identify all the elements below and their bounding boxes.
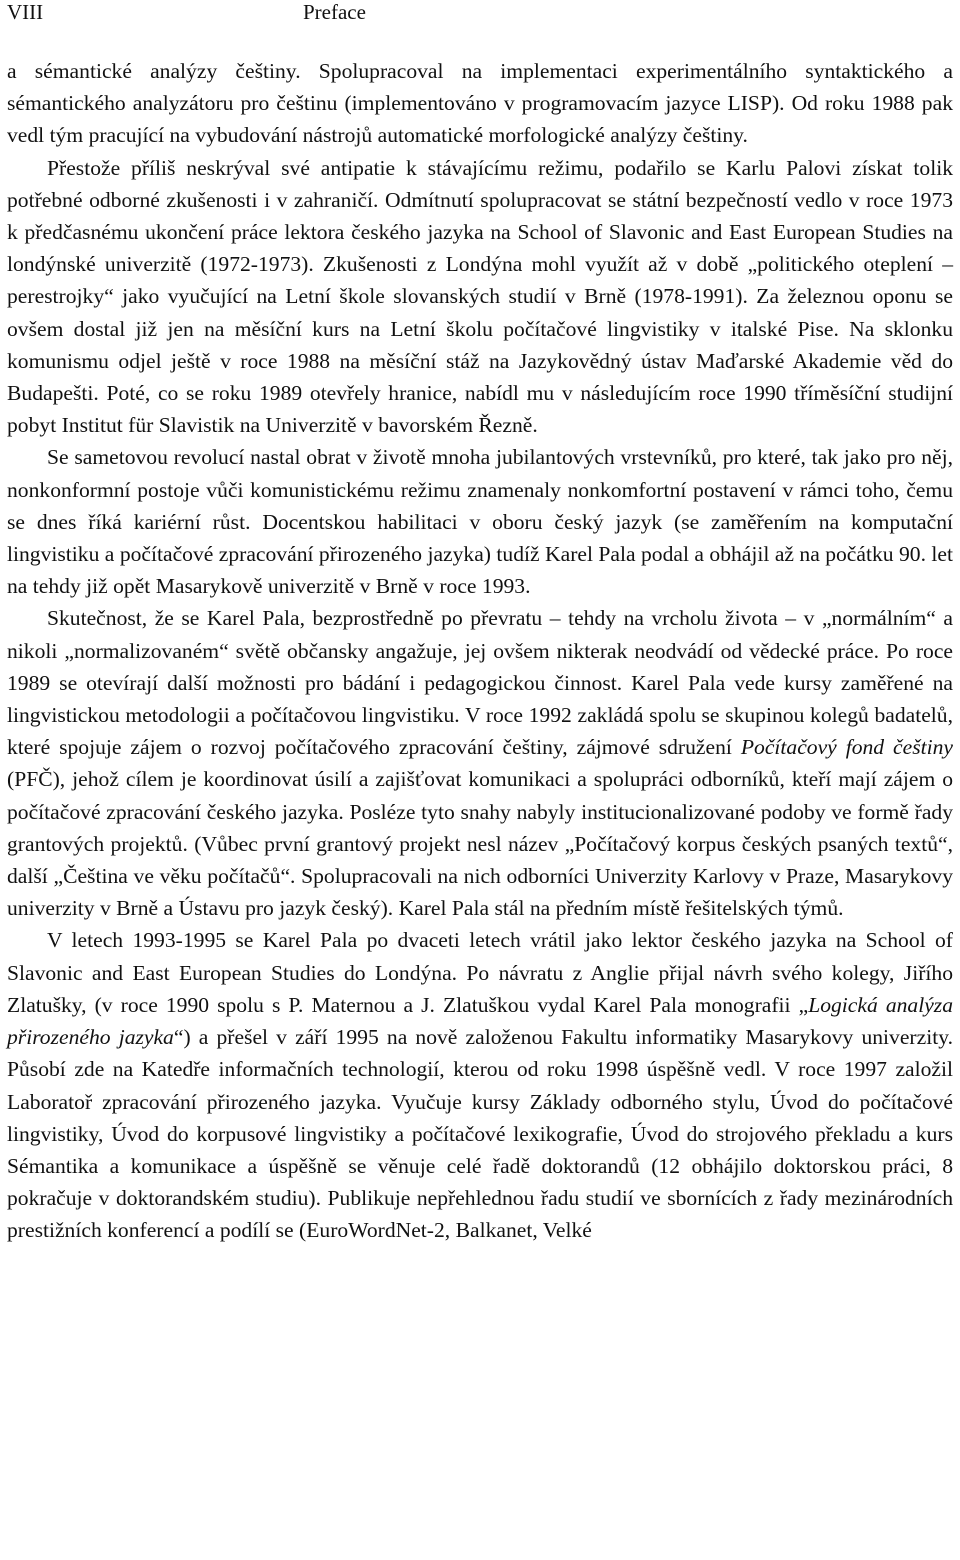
running-head <box>7 0 953 30</box>
book-page <box>7 0 953 1247</box>
paragraph-4-text-b: (PFČ), jehož cílem je koordinovat úsilí a zajišťovat komunikaci a spolupráci odborníků, kteří mají zájem o počítačové zpracování českého jazyka. Posléze tyto snahy nabyly institucionalizované podoby ve formě řady grantových projektů. (Vůbec první grantový projekt nesl název „Počítačový korpus českých psaných textů“, další „Čeština ve věku počítačů“. Spolupracovali na nich odborníci Univerzity Karlovy v Praze, Masarykovy univerzity v Brně a Ústavu pro jazyk český). Karel Pala stál na předním místě řešitelských týmů. <box>7 767 953 921</box>
paragraph-4 <box>7 602 953 924</box>
paragraph-1-text: a sémantické analýzy češtiny. Spolupracoval na implementaci experimentálního syntaktického a sémantického analyzátoru pro češtinu (implementováno v programovacím jazyce LISP). Od roku 1988 pak vedl tým pracující na vybudování nástrojů automatické morfologické analýzy češtiny. <box>7 59 953 148</box>
paragraph-5 <box>7 924 953 1246</box>
running-head-title: Preface <box>303 0 366 24</box>
paragraph-3-text: Se sametovou revolucí nastal obrat v životě mnoha jubilantových vrstevníků, pro které, tak jako pro něj, nonkonformní postoje vůči komunistickému režimu znamenaly nonkomfortní postavení v rámci toho, čemu se dnes říká kariérní růst. Docentskou habilitaci v oboru český jazyk (se zaměřením na komputační lingvistiku a počítačové zpracování přirozeného jazyka) tudíž Karel Pala podal a obhájil až na počátku 90. let na tehdy již opět Masarykově univerzitě v Brně v roce 1993. <box>7 445 953 599</box>
paragraph-2 <box>7 152 953 442</box>
paragraph-2-text: Přestože příliš neskrýval své antipatie k stávajícímu režimu, podařilo se Karlu Palovi získat tolik potřebné odborné zkušenosti i v zahraničí. Odmítnutí spolupracovat se státní bezpečností vedlo v roce 1973 k předčasnému ukončení práce lektora českého jazyka na School of Slavonic and East European Studies na londýnské univerzitě (1972-1973). Zkušenosti z Londýna mohl využít až v době „politického oteplení – perestrojky“ jako vyučující na Letní škole slovanských studií v Brně (1978-1991). Za železnou oponu se ovšem dostal již jen na měsíční kurs na Letní školu počítačové lingvistiky v italské Pise. Na sklonku komunismu odjel ještě v roce 1988 na měsíční stáž na Jazykovědný ústav Maďarské Akademie věd do Budapešti. Poté, co se roku 1989 otevřely hranice, nabídl mu v následujícím roce 1990 tříměsíční studijní pobyt Institut für Slavistik na Univerzitě v bavorském Řezně. <box>7 155 953 438</box>
paragraph-5-text-b: “) a přešel v září 1995 na nově založenou Fakultu informatiky Masarykovy univerzity. Působí zde na Katedře informačních technologií, kterou od roku 1998 úspěšně vedl. V roce 1997 založil Laboratoř zpracování přirozeného jazyka. Vyučuje kursy Základy odborného stylu, Úvod do počítačové lingvistiky, Úvod do korpusové lingvistiky a počítačové lexikografie, Úvod do strojového překladu a kurs Sémantika a komunikace a úspěšně se věnuje celé řadě doktorandů (12 obhájilo doktorskou práci, 8 pokračuje v doktorandském studiu). Publikuje nepřehlednou řadu studií ve sbornících z řady mezinárodních prestižních konferencí a podílí se (EuroWordNet-2, Balkanet, Velké <box>7 1025 953 1243</box>
paragraph-1 <box>7 55 953 152</box>
paragraph-4-text-a: Skutečnost, že se Karel Pala, bezprostředně po převratu – tehdy na vrcholu života – v „normálním“ a nikoli „normalizovaném“ světě občansky angažuje, jej ovšem nikterak neodvádí od vědecké práce. Po roce 1989 se otevírají další možnosti pro bádání i pedagogickou činnost. Karel Pala vede kursy zaměřené na lingvistickou metodologii a počítačovou lingvistiku. V roce 1992 zakládá spolu se skupinou kolegů badatelů, které spojuje zájem o rozvoj počítačového zpracování češtiny, zájmové sdružení <box>7 606 953 760</box>
page-number: VIII <box>7 0 44 24</box>
paragraph-4-italic-title: Počítačový fond češtiny <box>740 735 953 760</box>
body-text <box>7 55 953 1247</box>
paragraph-5-text-a: V letech 1993-1995 se Karel Pala po dvaceti letech vrátil jako lektor českého jazyka na School of Slavonic and East European Studies do Londýna. Po návratu z Anglie přijal návrh svého kolegy, Jiřího Zlatušky, (v roce 1990 spolu s P. Maternou a J. Zlatuškou vydal Karel Pala monografii „ <box>7 928 953 1017</box>
paragraph-3 <box>7 441 953 602</box>
paragraph-5-italic-title: Logická analýza přirozeného jazyka <box>7 992 953 1050</box>
